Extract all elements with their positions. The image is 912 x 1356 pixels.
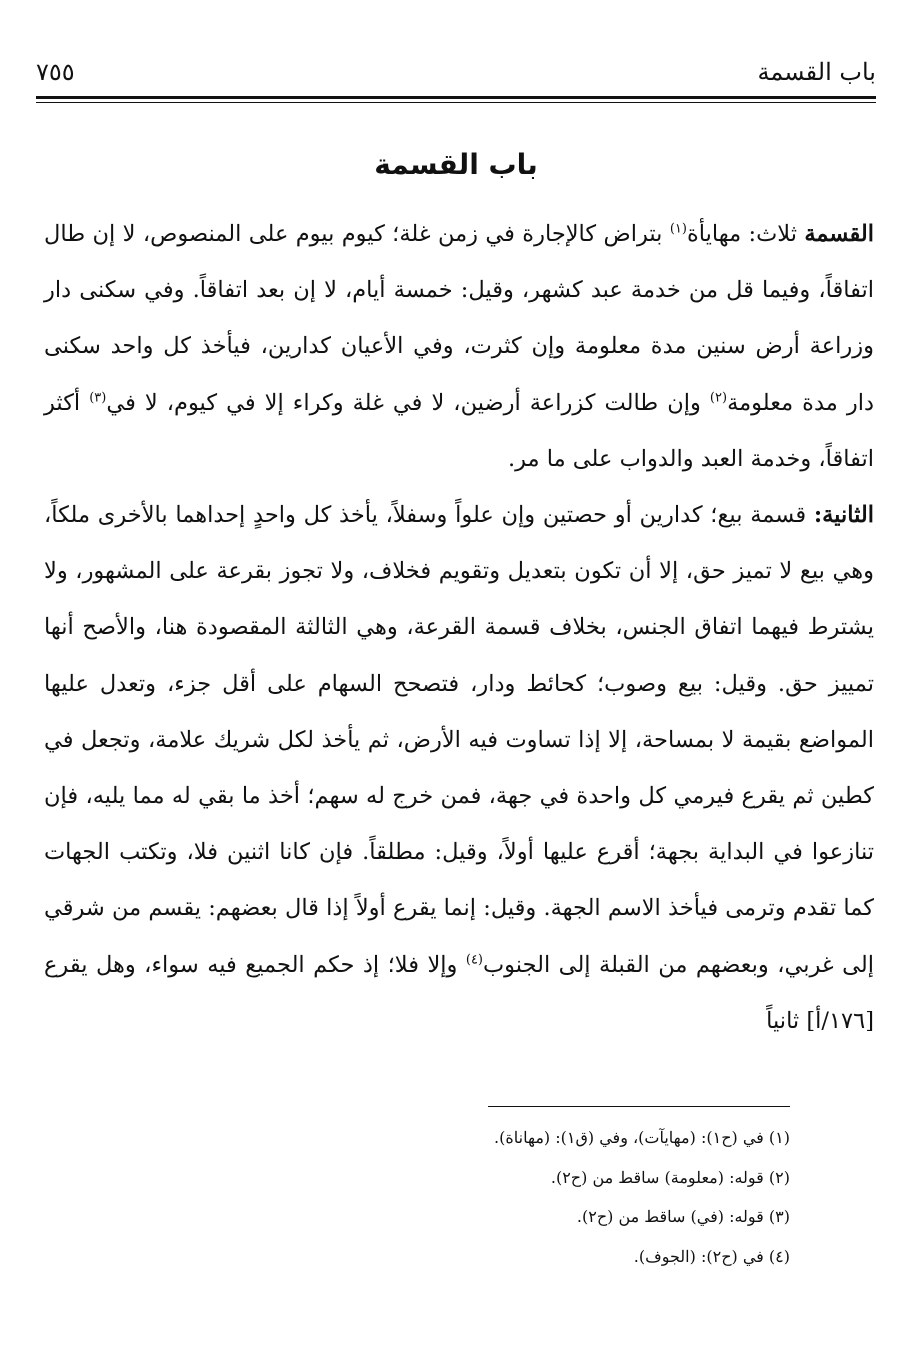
paragraph-text: ثلاث: مهايأة <box>686 221 805 247</box>
running-title: باب القسمة <box>757 58 876 86</box>
footnotes <box>200 1118 792 1276</box>
page-header <box>36 52 876 102</box>
body-text <box>44 206 874 1049</box>
footnote-ref: (٣) <box>89 390 107 406</box>
footnote-separator <box>488 1106 790 1107</box>
footnote-ref: (١) <box>669 221 687 237</box>
paragraph-text: بتراض كالإجارة في زمن غلة؛ كيوم بيوم على المنصوص، لا إن طال اتفاقاً، وفيما قل من خدمة عبد كشهر، وقيل: خمسة أيام، لا إن بعد اتفاقاً. وفي سكنى دار وزراعة أرض سنين مدة معلومة وإن كثرت، وفي الأعيان كدارين، فيأخذ كل واحد سكنى دار مدة معلومة <box>44 221 875 416</box>
footnote-ref: (٢) <box>709 390 728 406</box>
paragraph-text: وإن طالت كزراعة أرضين، لا في غلة وكراء إلا في كيوم، لا في <box>106 389 710 416</box>
paragraph-lead: الثانية: <box>813 502 874 529</box>
footnote: (٢) قوله: (معلومة) ساقط من (ح٢). <box>550 1167 790 1187</box>
footnote: (٤) في (ح٢): (الجوف). <box>633 1246 790 1266</box>
paragraph-text: قسمة بيع؛ كدارين أو حصتين وإن علواً وسفلاً، يأخذ كل واحدٍ إحداهما بالأخرى ملكاً، وهي بيع لا تميز حق، إلا أن تكون بتعديل وتقويم فخلاف، ولا تجوز بقرعة على المشهور، ولا يشترط فيهما اتفاق الجنس، بخلاف قسمة القرعة، وهي الثالثة المقصودة هنا، والأصح أنها تمييز حق. وقيل: بيع وصوب؛ كحائط ودار، فتصحح السهام على أقل جزء، وتعدل عليها المواضع بقيمة لا بمساحة، إلا إذا تساوت فيه الأرض، ثم يأخذ لكل شريك علامة، وتجعل في كطين ثم يقرع فيرمي كل واحدة في جهة، فمن خرج له سهم؛ أخذ ما بقي له مما يليه، فإن تنازعوا في البداية بجهة؛ أقرع عليها أولاً، وقيل: مطلقاً. فإن كانا اثنين فلا، وتكتب الجهات كما تقدم وترمى فيأخذ الاسم الجهة. وقيل: إنما يقرع أولاً إذا قال بعضهم: يقسم من شرقي إلى غربي، وبعضهم من القبلة إلى الجنوب <box>44 502 874 978</box>
footnote: (٣) قوله: (في) ساقط من (ح٢). <box>576 1207 790 1226</box>
footnote-ref: (٤) <box>465 952 483 968</box>
chapter-title: باب القسمة <box>374 148 538 181</box>
header-rule-thick <box>36 96 876 99</box>
paragraph-text: أكثر اتفاقاً، وخدمة العبد والدواب على ما مر. <box>44 389 874 472</box>
header-rule-thin <box>36 102 876 103</box>
paragraph-text: وإلا فلا؛ إذ حكم الجميع فيه سواء، وهل يقرع [١٧٦/أ] ثانياً <box>44 951 874 1034</box>
page-number: ٧٥٥ <box>36 58 75 86</box>
paragraph-lead: القسمة <box>804 221 874 247</box>
paragraph-second <box>44 487 874 1049</box>
footnote: (١) في (ح١): (مهايآت)، وفي (ق١): (مهاناة). <box>494 1128 790 1147</box>
paragraph-first <box>44 206 874 487</box>
